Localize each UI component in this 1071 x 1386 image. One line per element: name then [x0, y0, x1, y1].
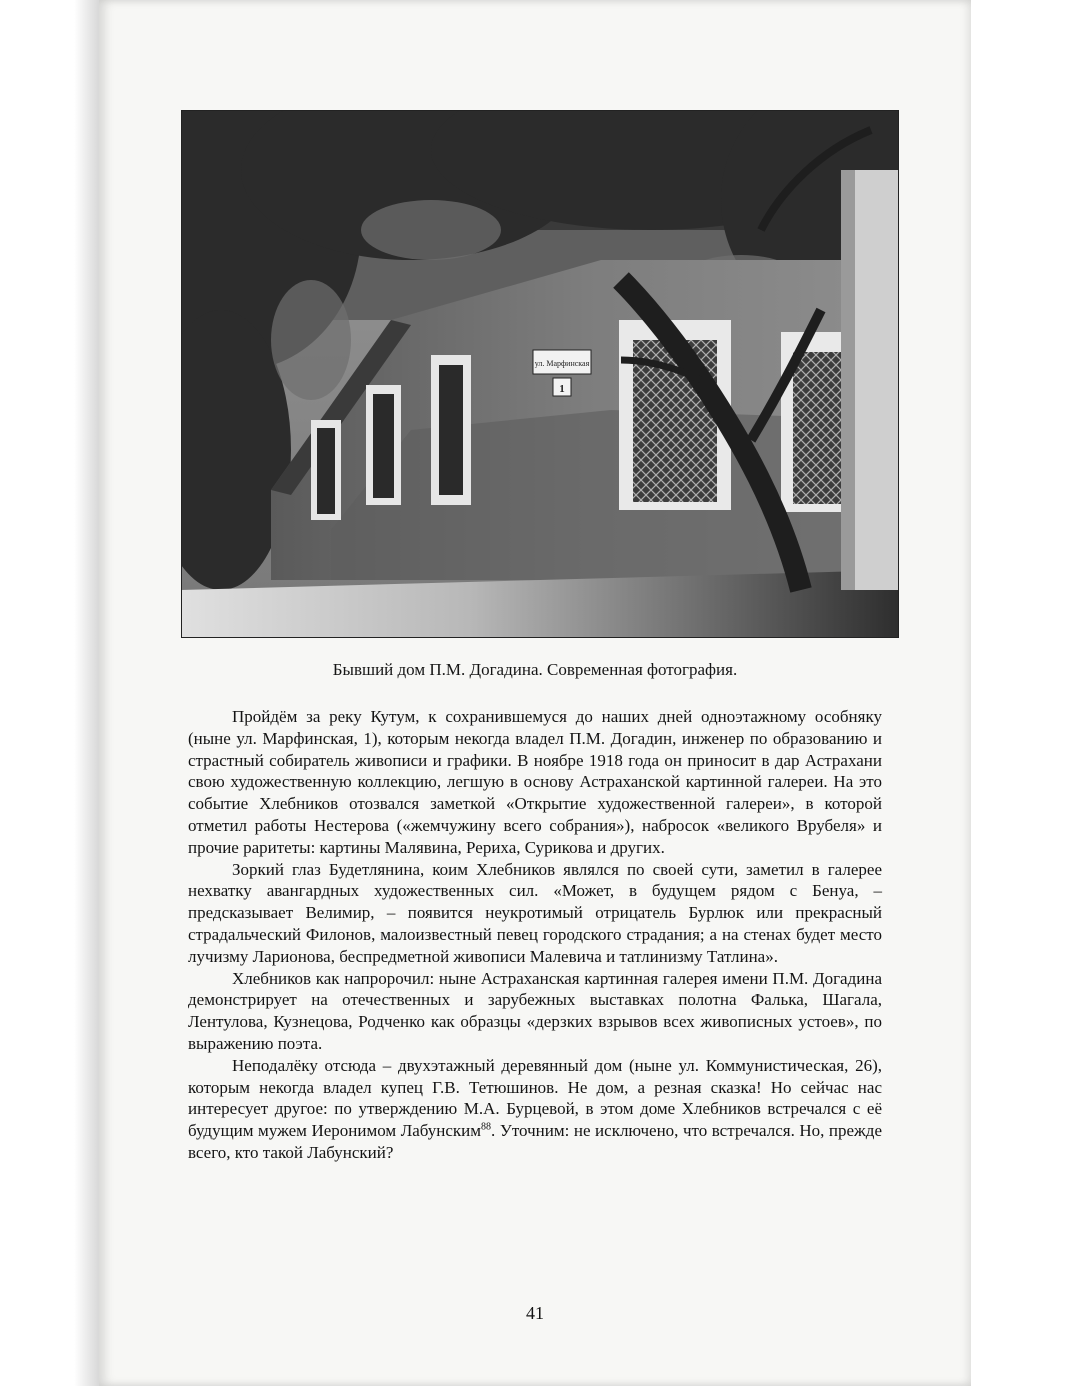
book-page [99, 0, 971, 1386]
paragraph: Хлебников как напророчил: ныне Астраханская картинная галерея имени П.М. Догадина демонстрирует на отечественных и зарубежных выставках полотна Фалька, Шагала, Лентулова, Кузнецова, Родченко как образцы «дерзких взрывов всех живописных устоев», по выражению поэта. [188, 968, 882, 1053]
paragraph: Зоркий глаз Будетлянина, коим Хлебников являлся по своей сути, заметил в галерее нехватку авангардных художественных сил. «Может, в будущем рядом с Бенуа, – предсказывает Велимир, – появится неукротимый отрицатель Бурлюк или прекрасный страдальческий Филонов, малоизвестный певец городского страдания; а на стенах будет место лучизму Ларионова, беспредметной живописи Малевича и татлинизму Татлина». [188, 859, 882, 966]
footnote-reference[interactable]: 88 [481, 1121, 492, 1133]
photo-illustration [181, 110, 899, 638]
paragraph-text-continued: . Уточним: не исключено, что встречался. Но, прежде всего, кто такой Лабунский? [188, 1121, 882, 1162]
photograph-dogadin-house [181, 110, 899, 638]
paragraph [188, 1055, 882, 1164]
paragraph-text: Неподалёку отсюда – двухэтажный деревянный дом (ныне ул. Коммунистическая, 26), которым некогда владел купец Г.В. Тетюшинов. Не дом, а резная сказка! Но сейчас нас интересует другое: по утверждению М.А. Бурцевой, в этом доме Хлебников встречался с её будущим мужем Иеронимом Лабунским [188, 1055, 882, 1141]
scan-margin-right [971, 0, 1071, 1386]
body-text [188, 706, 882, 1164]
paragraph: Пройдём за реку Кутум, к сохранившемуся до наших дней одноэтажному особняку (ныне ул. Марфинская, 1), которым некогда владел П.М. Догадин, инженер по образованию и страстный собиратель живописи и графики. В ноябре 1918 года он приносит в дар Астрахани свою художественную коллекцию, легшую в основу Астраханской картинной галереи. На это событие Хлебников отозвался заметкой «Открытие художественной галереи», в которой отметил работы Нестерова («жемчужину всего собрания»), набросок «великого Врубеля» и прочие раритеты: картины Малявина, Рериха, Сурикова и других. [188, 707, 882, 857]
scan-margin-left [0, 0, 99, 1386]
street-sign-text: ул. Марфинская [534, 359, 590, 368]
figure-caption: Бывший дом П.М. Догадина. Современная фотография. [332, 660, 738, 679]
page-number: 41 [526, 1303, 544, 1323]
house-number-text: 1 [559, 383, 565, 395]
